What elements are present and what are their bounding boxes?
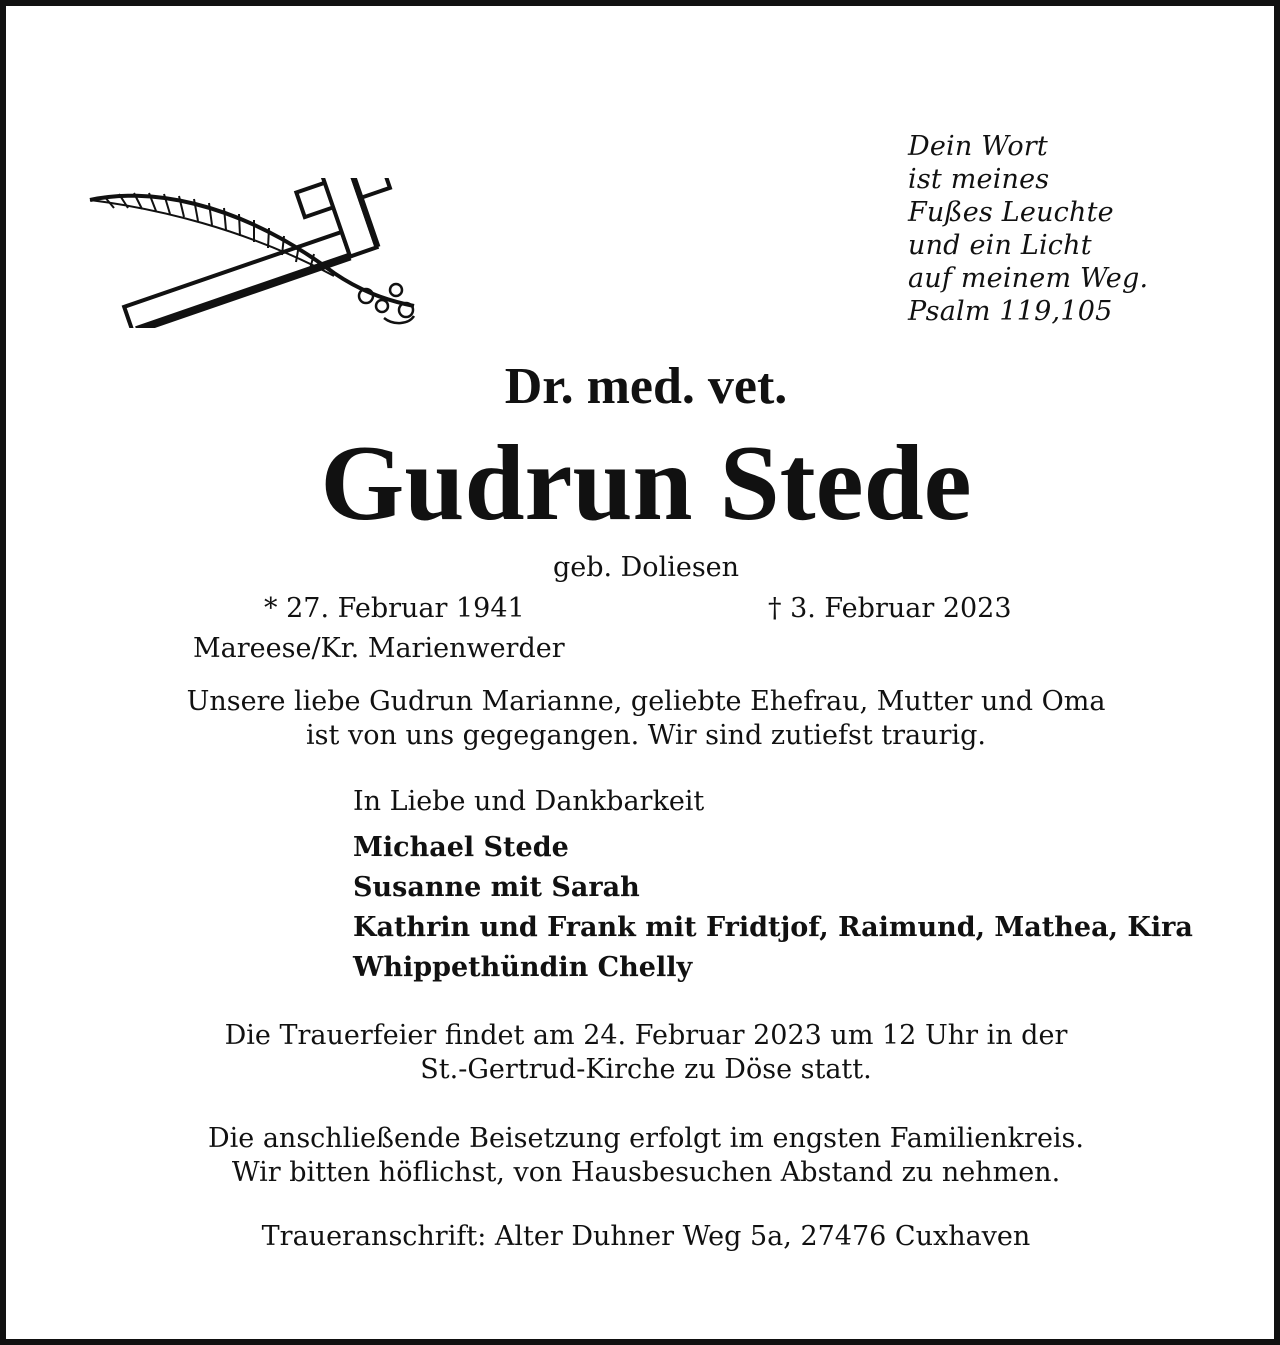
verse-reference: Psalm 119,105	[908, 296, 1113, 327]
mourner: Kathrin und Frank mit Fridtjof, Raimund, Mathea, Kira	[353, 912, 1193, 943]
maiden-name: geb. Doliesen	[552, 552, 740, 583]
verse-line: auf meinem Weg.	[908, 263, 1149, 294]
service-line: St.-Gertrud-Kirche zu Döse statt.	[420, 1054, 872, 1085]
birth-date: * 27. Februar 1941	[264, 593, 525, 624]
burial-line: Wir bitten höflichst, von Hausbesuchen Abstand zu nehmen.	[231, 1157, 1061, 1188]
mourner: Whippethündin Chelly	[353, 952, 693, 983]
birthplace: Mareese/Kr. Marienwerder	[193, 633, 565, 664]
death-date: † 3. Februar 2023	[768, 593, 1012, 624]
mourner: Susanne mit Sarah	[353, 872, 640, 903]
message-line: Unsere liebe Gudrun Marianne, geliebte Ehefrau, Mutter und Oma	[186, 686, 1106, 717]
message-line: ist von uns gegegangen. Wir sind zutiefst traurig.	[306, 720, 986, 751]
psalm-verse	[908, 130, 1148, 328]
service-line: Die Trauerfeier findet am 24. Februar 2023 um 12 Uhr in der	[224, 1020, 1068, 1051]
verse-line: und ein Licht	[908, 230, 1092, 261]
academic-title: Dr. med. vet.	[504, 358, 788, 415]
signoff: In Liebe und Dankbarkeit	[353, 786, 705, 817]
verse-line: Dein Wort	[908, 131, 1048, 162]
mourning-address: Traueranschrift: Alter Duhner Weg 5a, 27476 Cuxhaven	[261, 1221, 1031, 1252]
cross-with-palm-branch-icon	[84, 178, 434, 328]
verse-line: Fußes Leuchte	[908, 197, 1114, 228]
verse-line: ist meines	[908, 164, 1050, 195]
mourners-list	[353, 828, 1193, 988]
deceased-name: Gudrun Stede	[320, 424, 972, 543]
burial-line: Die anschließende Beisetzung erfolgt im engsten Familienkreis.	[207, 1123, 1084, 1154]
mourner: Michael Stede	[353, 832, 569, 863]
